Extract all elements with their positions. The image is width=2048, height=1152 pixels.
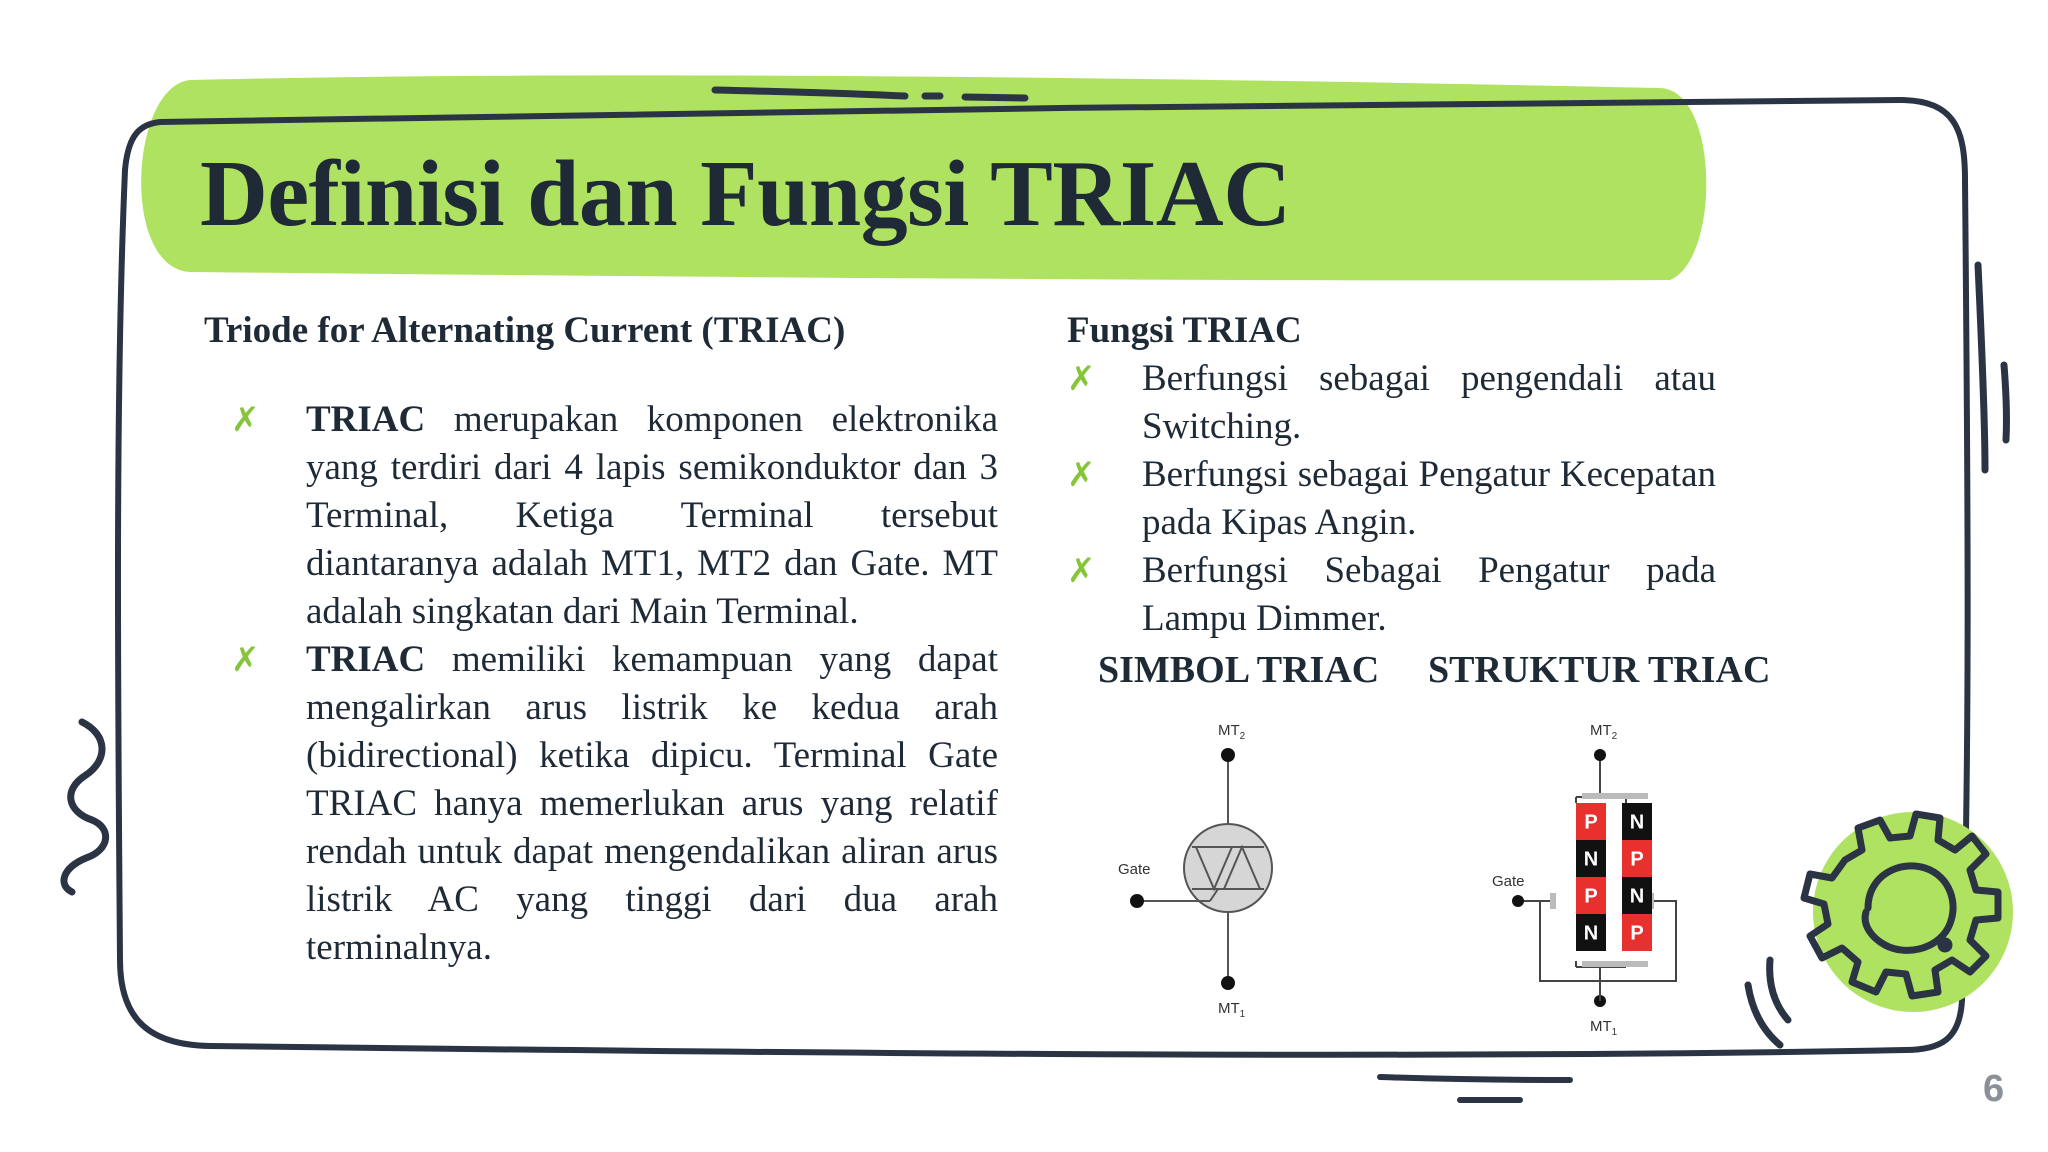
right-bullet-list: [1067, 355, 1716, 643]
page-number: 6: [1983, 1068, 2005, 1110]
check-icon: ✗: [1067, 455, 1096, 495]
mt1-label: $MT_1$: [1590, 1018, 1618, 1038]
item-text: Berfungsi sebagai pengendali atau Switching.: [1142, 358, 1716, 447]
gate-terminal-dot: [1512, 895, 1524, 907]
layer-label: P: [1584, 885, 1598, 908]
right-accent-strokes: [1978, 265, 2006, 470]
right-heading: Fungsi TRIAC: [1067, 310, 1302, 351]
check-icon: ✗: [231, 400, 260, 440]
triac-body: [1184, 824, 1272, 912]
item-text: Berfungsi Sebagai Pengatur pada Lampu Dimmer.: [1142, 550, 1716, 639]
item-text: Berfungsi sebagai Pengatur Kecepatan pada Kipas Angin.: [1142, 454, 1716, 543]
mt2-label: $MT_2$: [1218, 722, 1246, 742]
list-item: [1067, 547, 1716, 643]
mt2-terminal-dot: [1594, 749, 1606, 761]
layer-label: P: [1630, 848, 1644, 871]
item-text: memiliki kemampuan yang dapat mengalirkan arus listrik ke kedua arah (bidirectional) ketika dipicu. Terminal Gate TRIAC hanya memerlukan arus yang relatif rendah untuk dapat mengendalikan aliran arus listrik AC yang tinggi dari dua arah terminalnya.: [306, 639, 998, 968]
left-bullet-list: [231, 396, 998, 972]
triac-symbol-diagram: [1110, 715, 1310, 1025]
mt1-label: $MT_1$: [1218, 1000, 1246, 1020]
gate-label: Gate: [1492, 873, 1525, 890]
item-text: merupakan komponen elektronika yang terdiri dari 4 lapis semikonduktor dan 3 Terminal, Ketiga Terminal tersebut diantaranya adalah MT1, MT2 dan Gate. MT adalah singkatan dari Main Terminal.: [306, 399, 998, 632]
left-squiggle: [64, 722, 106, 892]
layer-label: N: [1629, 811, 1645, 834]
list-item: [1067, 355, 1716, 451]
check-icon: ✗: [231, 640, 260, 680]
check-icon: ✗: [1067, 359, 1096, 399]
item-lead: TRIAC: [306, 399, 426, 440]
mt2-terminal-dot: [1221, 748, 1235, 762]
gear-backdrop-circle: [1813, 812, 2013, 1012]
mt2-label: $MT_2$: [1590, 722, 1618, 742]
list-item: [231, 636, 998, 972]
bottom-dash-strokes: [1380, 1077, 1570, 1100]
symbol-caption: SIMBOL TRIAC: [1098, 649, 1380, 691]
layer-label: P: [1630, 922, 1644, 945]
triac-structure-diagram: [1480, 715, 1700, 1045]
left-heading: Triode for Alternating Current (TRIAC): [204, 310, 846, 351]
layer-label: N: [1583, 848, 1599, 871]
item-lead: TRIAC: [306, 639, 426, 680]
check-icon: ✗: [1067, 551, 1096, 591]
gate-label: Gate: [1118, 861, 1151, 878]
list-item: [1067, 451, 1716, 547]
list-item: [231, 396, 998, 636]
right-layer-stack: [1622, 803, 1652, 951]
structure-caption: STRUKTUR TRIAC: [1428, 649, 1771, 691]
page-title: Definisi dan Fungsi TRIAC: [200, 142, 1291, 246]
left-layer-stack: [1576, 803, 1606, 951]
gate-terminal-dot: [1130, 894, 1144, 908]
layer-label: N: [1583, 922, 1599, 945]
mt1-terminal-dot: [1221, 976, 1235, 990]
layer-label: N: [1629, 885, 1645, 908]
layer-label: P: [1584, 811, 1598, 834]
